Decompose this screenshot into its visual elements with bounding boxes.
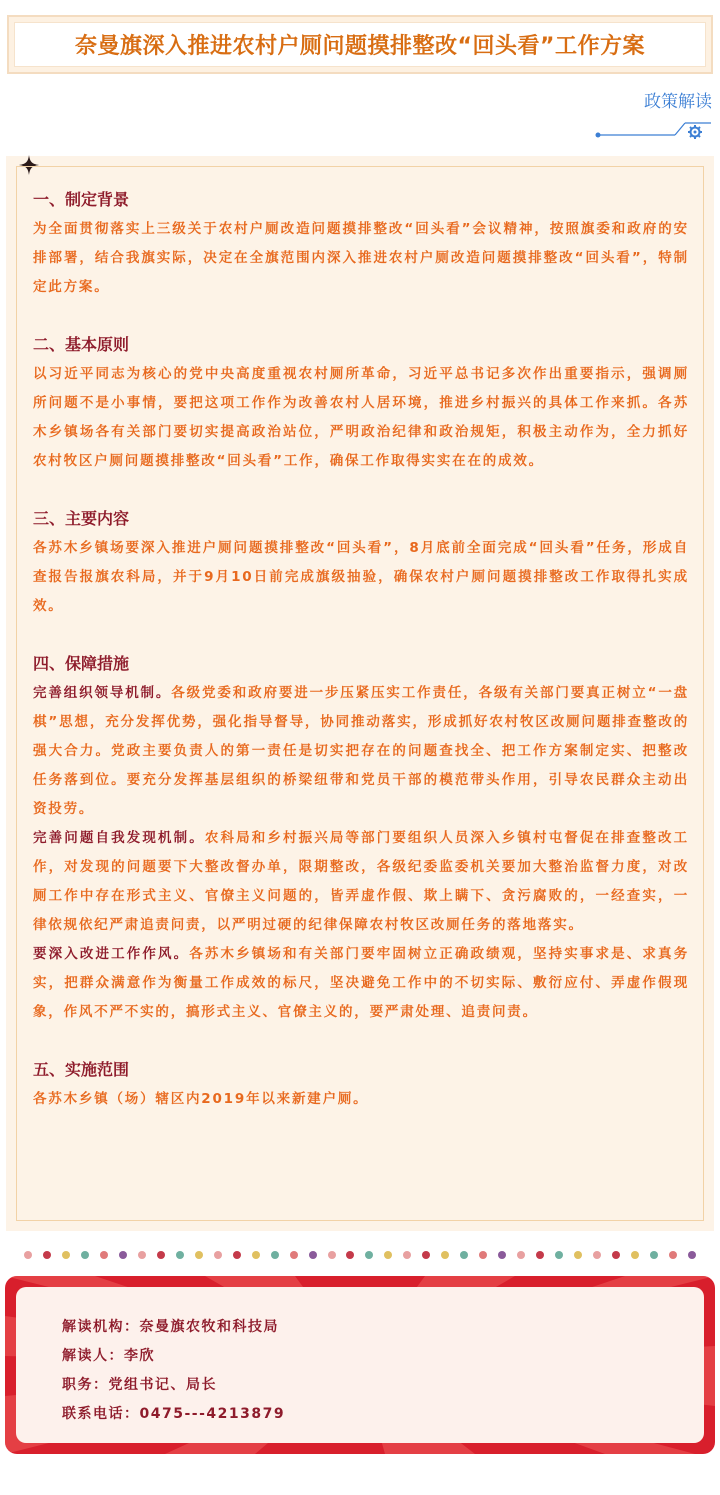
divider-dot (517, 1251, 525, 1259)
title-banner-inner (14, 22, 706, 67)
gear-icon (688, 125, 702, 139)
section (33, 332, 689, 476)
section-paragraph (33, 940, 689, 1027)
divider-dot (479, 1251, 487, 1259)
footer-position: 职务：党组书记、局长 (62, 1377, 217, 1393)
divider-dot (81, 1251, 89, 1259)
divider-dot (403, 1251, 411, 1259)
divider-dot (24, 1251, 32, 1259)
divider-dot (176, 1251, 184, 1259)
section-paragraph (33, 824, 689, 940)
title-banner (7, 15, 713, 74)
divider-dot (536, 1251, 544, 1259)
divider-dot (384, 1251, 392, 1259)
section-paragraph (33, 679, 689, 824)
section-heading: 三、主要内容 (33, 509, 130, 528)
divider-dot (650, 1251, 658, 1259)
divider-dot (688, 1251, 696, 1259)
section-paragraph (33, 360, 689, 476)
divider-dot (195, 1251, 203, 1259)
divider-dot (214, 1251, 222, 1259)
section (33, 1057, 689, 1114)
paragraph-text: 以习近平同志为核心的党中央高度重视农村厕所革命，习近平总书记多次作出重要指示，强调厕所问题不是小事情，要把这项工作作为改善农村人居环境，推进乡村振兴的具体工作来抓。各苏木乡镇场各有关部门要切实提高政治站位，严明政治纪律和政治规矩，积极主动作为，全力抓好农村牧区户厕问题摸排整改“回头看”工作，确保工作取得实实在在的成效。 (33, 366, 689, 469)
paragraph-lead: 完善问题自我发现机制。 (33, 830, 205, 846)
footer-agency: 解读机构：奈曼旗农牧和科技局 (62, 1319, 279, 1335)
divider-dot (441, 1251, 449, 1259)
divider-dot (669, 1251, 677, 1259)
paragraph-lead: 要深入改进工作作风。 (33, 946, 190, 962)
paragraph-text: 各苏木乡镇（场）辖区内2019年以来新建户厕。 (33, 1091, 369, 1107)
divider-dot (157, 1251, 165, 1259)
footer-phone: 联系电话：0475---4213879 (62, 1406, 286, 1422)
divider-dot (460, 1251, 468, 1259)
divider-dot (290, 1251, 298, 1259)
divider-dot (43, 1251, 51, 1259)
divider-dot (422, 1251, 430, 1259)
section-heading: 二、基本原则 (33, 335, 130, 354)
section-paragraph (33, 534, 689, 621)
divider-dot (498, 1251, 506, 1259)
footer-interpreter: 解读人：李欣 (62, 1348, 155, 1364)
divider-dot (593, 1251, 601, 1259)
dot-divider (24, 1249, 696, 1261)
paragraph-text: 各苏木乡镇场要深入推进户厕问题摸排整改“回头看”，8月底前全面完成“回头看”任务，形成自查报告报旗农科局，并于9月10日前完成旗级抽验，确保农村户厕问题摸排整改工作取得扎实成效。 (33, 540, 689, 614)
divider-dot (328, 1251, 336, 1259)
divider-dot (574, 1251, 582, 1259)
footer-card (5, 1276, 715, 1454)
content-body (16, 166, 704, 1221)
divider-dot (346, 1251, 354, 1259)
content-panel (6, 156, 714, 1231)
footer-info (16, 1287, 704, 1443)
divider-dot (631, 1251, 639, 1259)
divider-dot (100, 1251, 108, 1259)
section (33, 651, 689, 1027)
divider-dot (555, 1251, 563, 1259)
page-title: 奈曼旗深入推进农村户厕问题摸排整改“回头看”工作方案 (75, 34, 645, 59)
divider-dot (233, 1251, 241, 1259)
divider-dot (309, 1251, 317, 1259)
divider-dot (62, 1251, 70, 1259)
paragraph-text: 为全面贯彻落实上三级关于农村户厕改造问题摸排整改“回头看”会议精神，按照旗委和政府的安排部署，结合我旗实际，决定在全旗范围内深入推进农村户厕改造问题摸排整改“回头看”，特制定此方案。 (33, 221, 689, 295)
divider-dot (365, 1251, 373, 1259)
section-heading: 四、保障措施 (33, 654, 130, 673)
paragraph-text: 各苏木乡镇场和有关部门要牢固树立正确政绩观，坚持实事求是、求真务实，把群众满意作为衡量工作成效的标尺，坚决避免工作中的不切实际、敷衍应付、弄虚作假现象，作风不严不实的，搞形式主义、官僚主义的，要严肃处理、追责问责。 (33, 946, 689, 1020)
paragraph-text: 各级党委和政府要进一步压紧压实工作责任，各级有关部门要真正树立“一盘棋”思想，充分发挥优势，强化指导督导，协同推动落实，形成抓好农村牧区改厕问题排查整改的强大合力。党政主要负责人的第一责任是切实把存在的问题查找全、把工作方案制定实、把整改任务落到位。要充分发挥基层组织的桥梁纽带和党员干部的模范带头作用，引导农民群众主动出资投劳。 (33, 685, 690, 817)
section-heading: 一、制定背景 (33, 190, 130, 209)
divider-dot (271, 1251, 279, 1259)
divider-dot (119, 1251, 127, 1259)
subtitle-policy-interpretation: 政策解读 (644, 92, 712, 112)
section-paragraph (33, 1085, 689, 1114)
divider-dot (138, 1251, 146, 1259)
divider-dot (252, 1251, 260, 1259)
section (33, 506, 689, 621)
section-paragraph (33, 215, 689, 302)
divider-dot (612, 1251, 620, 1259)
section-heading: 五、实施范围 (33, 1060, 130, 1079)
paragraph-text: 农科局和乡村振兴局等部门要组织人员深入乡镇村屯督促在排查整改工作，对发现的问题要下大整改督办单，限期整改，各级纪委监委机关要加大整治监督力度，对改厕工作中存在形式主义、官僚主义问题的，皆弄虚作假、欺上瞒下、贪污腐败的，一经查实，一律依规依纪严肃追责问责，以严明过硬的纪律保障农村牧区改厕任务的落地落实。 (33, 830, 689, 933)
decorative-line-with-gear (595, 118, 713, 140)
section (33, 187, 689, 302)
paragraph-lead: 完善组织领导机制。 (33, 685, 172, 701)
